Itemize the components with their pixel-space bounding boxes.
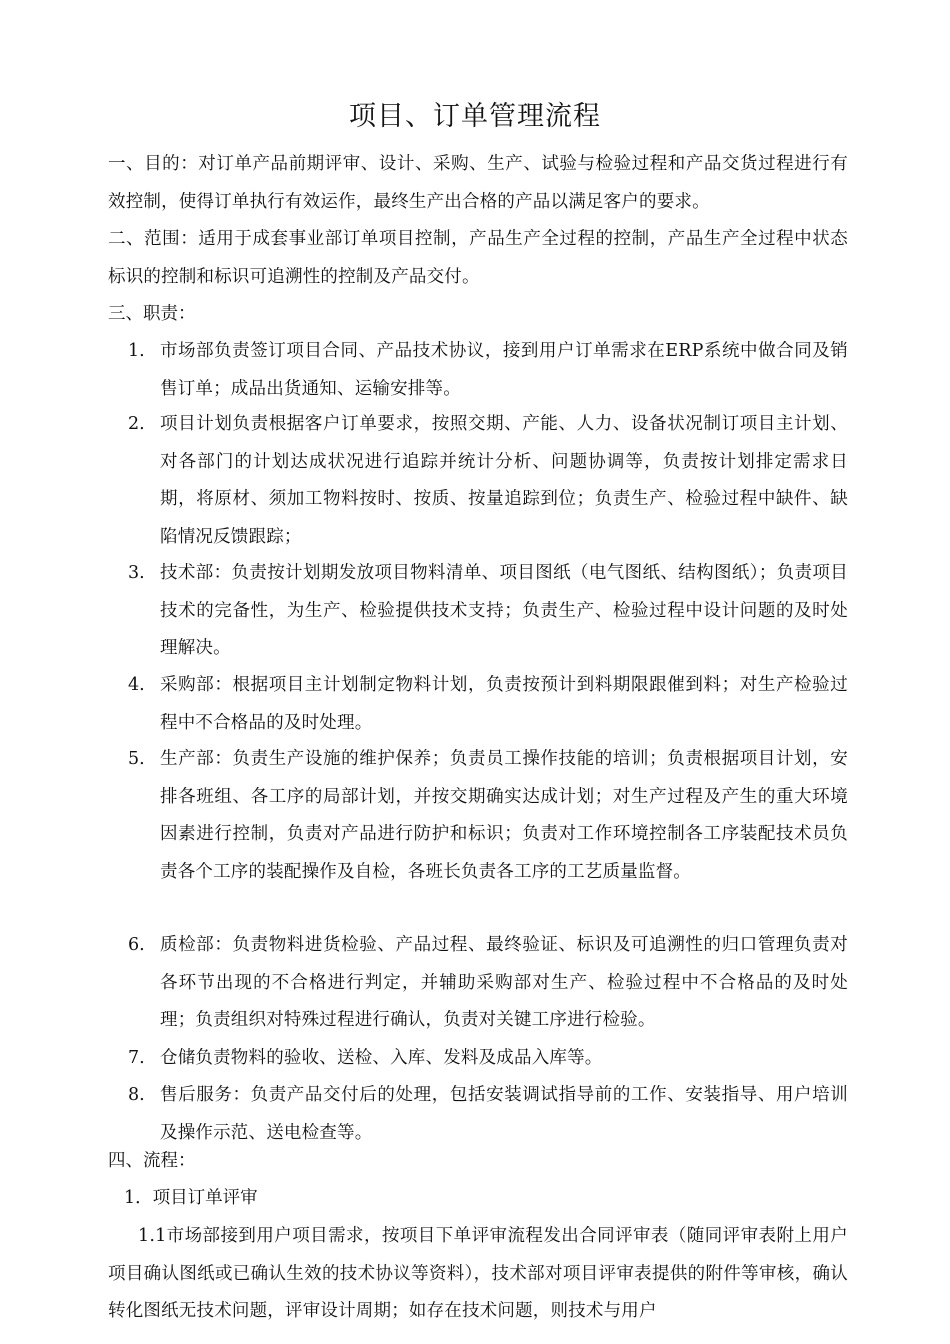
list-item [128, 927, 848, 1040]
list-item-number: 6. [128, 935, 145, 955]
list-item [128, 333, 848, 408]
process-subheading: 1．项目订单评审 [124, 1188, 258, 1208]
process-heading: 四、流程： [108, 1151, 196, 1171]
list-item-number: 5. [128, 749, 145, 769]
scope-paragraph: 二、范围：适用于成套事业部订单项目控制，产品生产全过程的控制，产品生产全过程中状态标识的控制和标识可追溯性的控制及产品交付。 [108, 229, 848, 287]
list-item [128, 667, 848, 742]
list-item-number: 8. [128, 1085, 145, 1105]
list-item-number: 7. [128, 1048, 145, 1068]
list-item-text: 项目计划负责根据客户订单要求，按照交期、产能、人力、设备状况制订项目主计划、对各部门的计划达成状况进行追踪并统计分析、问题协调等，负责按计划排定需求日期，将原材、须加工物料按时、按质、按量追踪到位；负责生产、检验过程中缺件、缺陷情况反馈跟踪； [160, 414, 848, 547]
list-item-text: 采购部：根据项目主计划制定物料计划，负责按预计到料期限跟催到料；对生产检验过程中不合格品的及时处理。 [160, 675, 848, 733]
purpose-paragraph: 一、目的：对订单产品前期评审、设计、采购、生产、试验与检验过程和产品交货过程进行有效控制，使得订单执行有效运作，最终生产出合格的产品以满足客户的要求。 [108, 154, 848, 212]
list-item [128, 555, 848, 668]
list-item-text: 质检部：负责物料进货检验、产品过程、最终验证、标识及可追溯性的归口管理负责对各环节出现的不合格进行判定，并辅助采购部对生产、检验过程中不合格品的及时处理；负责组织对特殊过程进行确认，负责对关键工序进行检验。 [160, 935, 848, 1030]
list-item [128, 1077, 848, 1152]
list-item-number: 1. [128, 341, 145, 361]
document-title: 项目、订单管理流程 [349, 101, 601, 132]
list-item-text: 仓储负责物料的验收、送检、入库、发料及成品入库等。 [160, 1048, 603, 1068]
list-item-number: 4. [128, 675, 145, 695]
responsibilities-heading: 三、职责： [108, 304, 196, 324]
list-item-number: 2. [128, 414, 145, 434]
list-item-number: 3. [128, 563, 145, 583]
list-item [128, 1040, 848, 1078]
list-item-text: 生产部：负责生产设施的维护保养；负责员工操作技能的培训；负责根据项目计划，安排各班组、各工序的局部计划，并按交期确实达成计划；对生产过程及产生的重大环境因素进行控制，负责对产品进行防护和标识；负责对工作环境控制各工序装配技术员负责各个工序的装配操作及自检，各班长负责各工序的工艺质量监督。 [160, 749, 848, 882]
list-item [128, 406, 848, 556]
list-item [128, 741, 848, 891]
list-item-text: 市场部负责签订项目合同、产品技术协议，接到用户订单需求在ERP系统中做合同及销售订单；成品出货通知、运输安排等。 [160, 341, 848, 399]
list-item-text: 售后服务：负责产品交付后的处理，包括安装调试指导前的工作、安装指导、用户培训及操作示范、送电检查等。 [160, 1085, 848, 1143]
process-paragraph: 1.1市场部接到用户项目需求，按项目下单评审流程发出合同评审表（随同评审表附上用户项目确认图纸或已确认生效的技术协议等资料），技术部对项目评审表提供的附件等审核，确认转化图纸无技术问题，评审设计周期；如存在技术问题，则技术与用户 [108, 1226, 848, 1321]
list-item-text: 技术部：负责按计划期发放项目物料清单、项目图纸（电气图纸、结构图纸）；负责项目技术的完备性，为生产、检验提供技术支持；负责生产、检验过程中设计问题的及时处理解决。 [160, 563, 848, 658]
